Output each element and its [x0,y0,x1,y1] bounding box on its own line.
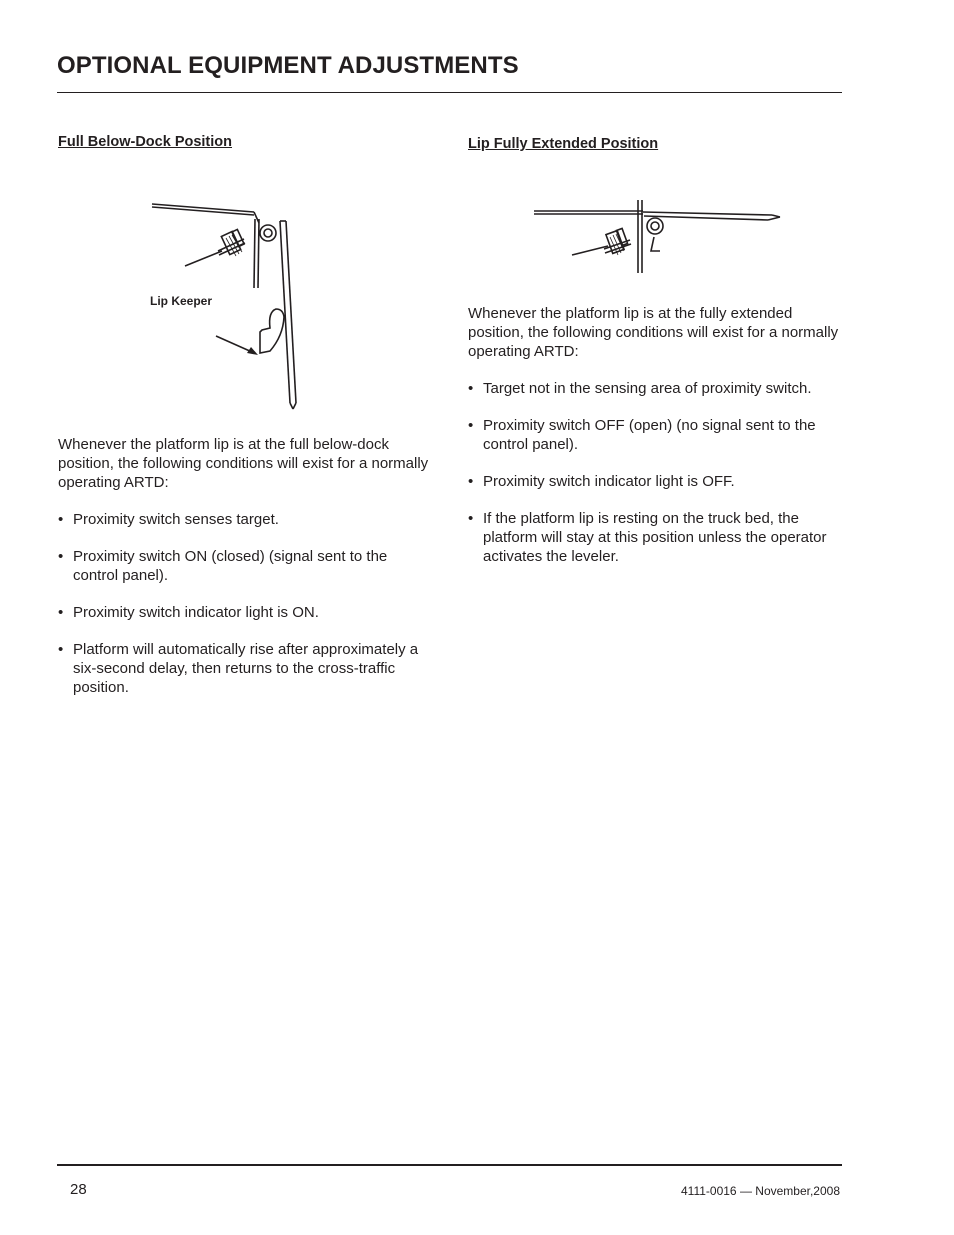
page-title: OPTIONAL EQUIPMENT ADJUSTMENTS [57,52,519,79]
right-intro: Whenever the platform lip is at the fully extended position, the following conditions will exist for a normally operating ARTD: [468,305,839,360]
list-item: • Proximity switch indicator light is ON. [58,603,430,622]
right-bullet-list [468,379,840,566]
footer-rule [57,1164,842,1166]
left-intro: Whenever the platform lip is at the full below-dock position, the following conditions will exist for a normally operating ARTD: [58,436,429,491]
list-item: • Proximity switch ON (closed) (signal sent to the control panel). [58,547,430,585]
lip-extended-diagram [468,173,840,273]
list-item: • Proximity switch indicator light is OFF. [468,472,840,491]
list-item: • Target not in the sensing area of proximity switch. [468,379,840,398]
page-number: 28 [70,1181,87,1198]
left-column [58,133,430,697]
right-column [468,135,840,566]
full-below-dock-heading: Full Below-Dock Position [58,134,233,150]
lip-keeper-label: Lip Keeper [150,294,213,308]
list-item: • Platform will automatically rise after approximately a six-second delay, then returns to the cross-traffic position. [58,640,430,697]
below-dock-diagram [58,181,420,416]
list-item: • Proximity switch OFF (open) (no signal sent to the control panel). [468,416,840,454]
below-dock-figure [58,181,420,416]
lip-fully-extended-heading: Lip Fully Extended Position [468,136,659,152]
list-item: • Proximity switch senses target. [58,510,430,529]
document-reference: 4111-0016 — November,2008 [681,1184,840,1198]
lip-extended-figure [468,173,840,273]
list-item: • If the platform lip is resting on the truck bed, the platform will stay at this position unless the operator activates the leveler. [468,509,840,566]
left-bullet-list [58,510,430,697]
header-rule [57,92,842,93]
